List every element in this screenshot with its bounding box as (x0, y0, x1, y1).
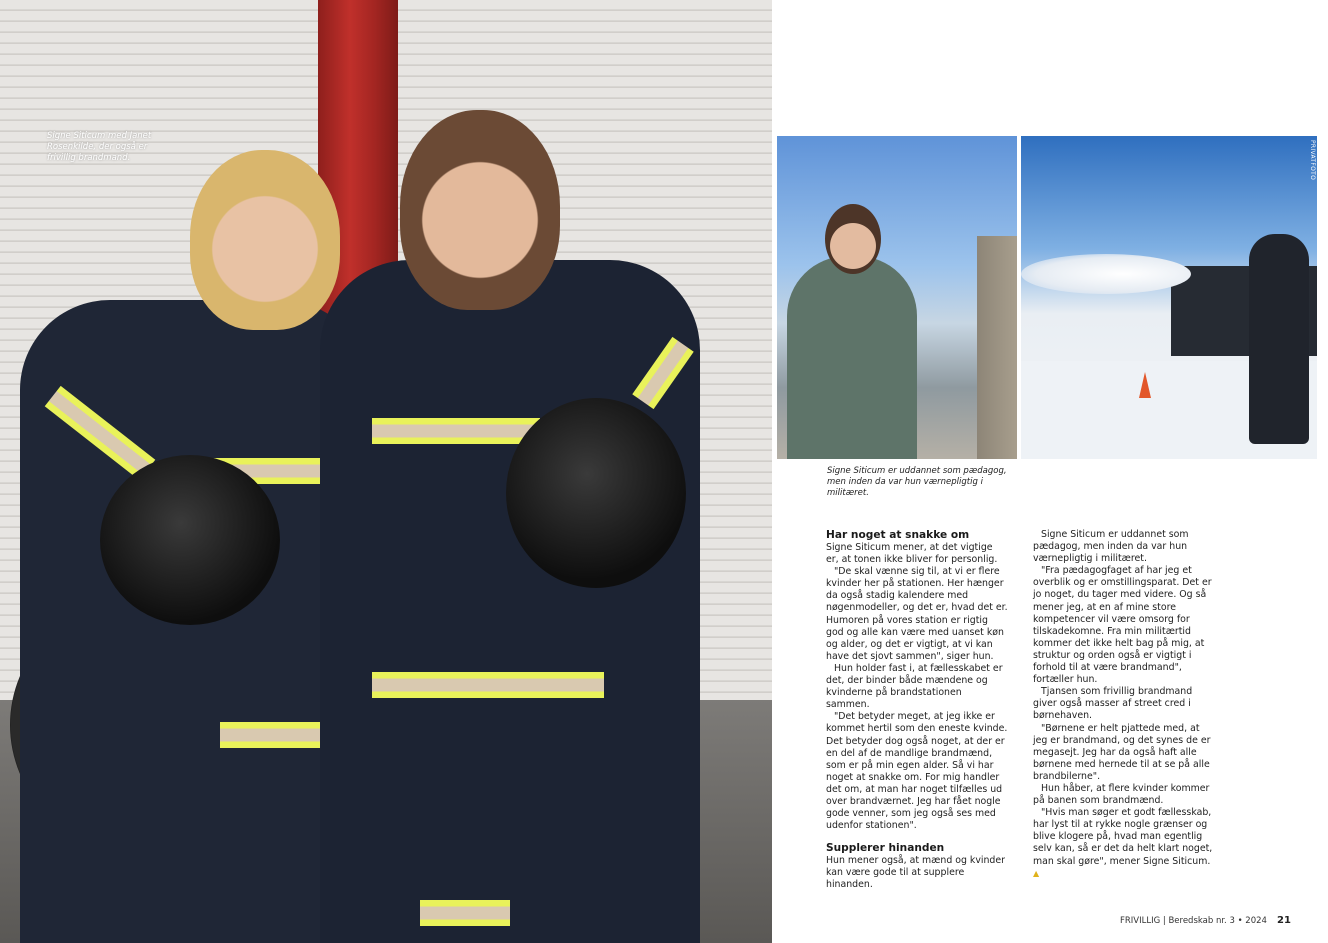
paragraph: Tjansen som frivillig brandmand giver også masser af street cred i børnehaven. (1033, 686, 1193, 722)
helmet-icon (100, 455, 280, 625)
subheading: Supplerer hinanden (826, 842, 945, 855)
paragraph: Signe Siticum mener, at det vigtige er, at tonen ikke bliver for personlig. (826, 542, 998, 566)
helmet-icon (506, 398, 686, 588)
page-number: 21 (1277, 915, 1291, 926)
paragraph: "Hvis man søger et godt fællesskab, har lyst til at rykke nogle grænser og blive klogere på, hvad man egentlig selv kan, så er det da helt klart noget, man skal gøre", mener Signe Siticum. ▲ (1033, 807, 1213, 878)
paragraph: "Børnene er helt pjattede med, at jeg er brandmand, og det synes de er megasejt. Jeg har da også haft alle børnene med hernede til at se på alle brandbilerne". (1033, 722, 1211, 782)
photo-foam-exercise (1021, 136, 1317, 459)
paragraph: "Det betyder meget, at jeg ikke er kommet hertil som den eneste kvinde. Det betyder dog også noget, at der er en del af de mandlige brandmænd, som er på min egen alder. Så vi har noget at snakke om. For mig handler det om, at man har noget tilfælles ud over brandværnet. Jeg har fået nogle gode venner, som jeg også ses med udenfor stationen". (826, 711, 1008, 832)
paragraph: Hun holder fast i, at fællesskabet er det, der binder både mændene og kvinderne på brandstationen sammen. (826, 662, 1003, 711)
right-photo-caption: Signe Siticum er uddannet som pædagog, men inden da var hun værnepligtig i militæret. (827, 466, 1007, 498)
paragraph: Hun mener også, at mænd og kvinder kan være gode til at supplere hinanden. (826, 855, 1006, 891)
traffic-cone-icon (1139, 372, 1151, 398)
article-column-2 (1033, 529, 1215, 880)
subheading: Har noget at snakke om (826, 529, 970, 541)
paragraph: Hun håber, at flere kvinder kommer på banen som brandmænd. (1033, 782, 1210, 807)
main-photo-caption: Signe Siticum med Janet Rosenkilde, der også er frivillig brandmand. (47, 131, 152, 163)
photo-signe-outdoors (777, 136, 1017, 459)
footer-publication: FRIVILLIG | Beredskab nr. 3 • 2024 (1120, 916, 1267, 926)
paragraph: Signe Siticum er uddannet som pædagog, men inden da var hun værnepligtig i militæret. (1033, 529, 1189, 565)
end-mark-icon: ▲ (1033, 868, 1040, 878)
paragraph: "De skal vænne sig til, at vi er flere kvinder her på stationen. Her hænger da også stadig kalendere med nøgenmodeller, og det er, hvad det er. Humoren på vores station er rigtig god og alle kan være med uanset køn og alder, og det er vigtigt, at vi kan have det sjovt sammen", siger hun. (826, 566, 1008, 662)
article-column-1 (826, 529, 1008, 892)
paragraph: "Fra pædagogfaget af har jeg et overblik og er omstillingsparat. Det er jo noget, du tager med videre. Og så mener jeg, at en af mine store kompetencer vil være omsorg for tilskadekomne. Fra min militærtid kommer det ikke helt bag på mig, at struktur og orden også er vigtigt i forhold til at være brandmand", fortæller hun. (1033, 565, 1212, 686)
photo-credit: PRIVATFOTO (1309, 140, 1316, 181)
